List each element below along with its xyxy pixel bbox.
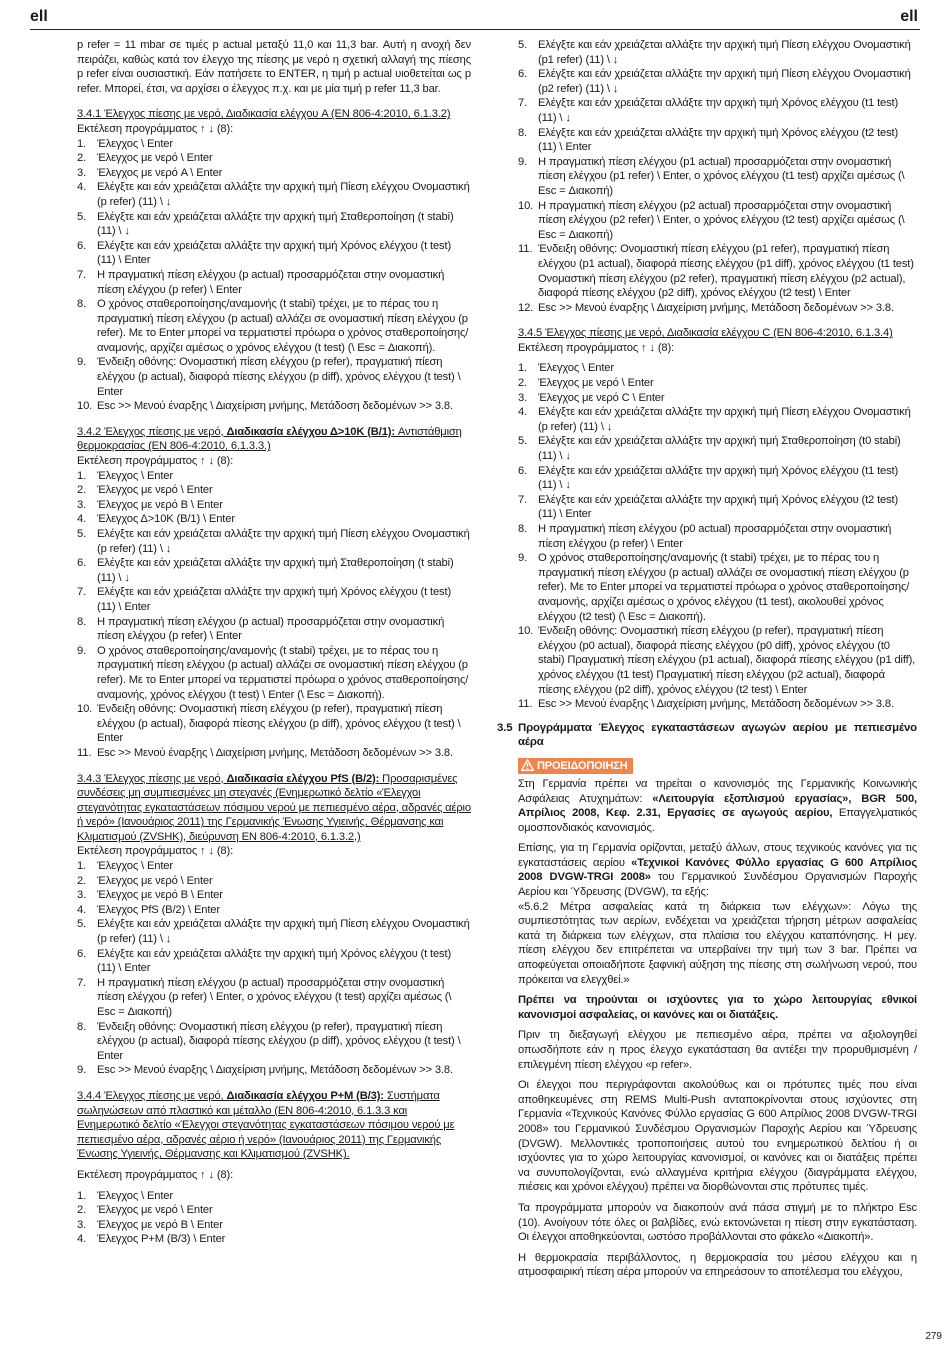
step-item [77, 1020, 471, 1064]
step-item [518, 493, 917, 522]
warning-triangle-icon [521, 759, 534, 771]
step-text: Esc >> Μενού έναρξης \ Διαχείριση μνήμης, Μετάδοση δεδομένων >> 3.8. [538, 301, 894, 314]
section-3-5 [497, 721, 917, 750]
step-text: Ελέγξτε και εάν χρειάζεται αλλάξτε την αρχική τιμή Σταθεροποίηση (t stabi) (11) \ ↓ [97, 557, 454, 584]
page-header [30, 6, 920, 30]
step-text: Η πραγματική πίεση ελέγχου (p actual) προσαρμόζεται στην ονομαστική πίεση ελέγχου (p refer) \ Enter [97, 268, 445, 296]
step-text: Έλεγχος \ Enter [97, 1189, 173, 1202]
step-text: Ο χρόνος σταθεροποίησης/αναμονής (t stabi) τρέχει, με το πέρας του η πραγματική πίεση ελέγχου (p actual) αλλάζει σε ονομαστική πίεση ελέγχου (p refer). Με το Enter μπορεί να τερματιστεί πρόωρα ο χρόνος σταθεροποίησης/αναμονής, αρχίζει αμέσως ο χρόνος ελέγχου (t test) (\ Esc = Διακοπή). [97, 298, 469, 354]
step-item [77, 644, 471, 702]
step-text: Ελέγξτε και εάν χρειάζεται αλλάξτε την αρχική τιμή Πίεση ελέγχου Ονομαστική (p refer) (11) \ ↓ [97, 528, 470, 555]
step-text: Έλεγχος P+M (B/3) \ Enter [97, 1233, 226, 1246]
step-text: Έλεγχος με νερό B \ Enter [97, 498, 223, 511]
step-number: 6. [518, 68, 528, 81]
text-bold-part: «Λειτουργία εξοπλισμού εργασίας», BGR 500, Απρίλιος 2008, Κεφ. 2.31, Εργασίες σε αγωγούς αερίου, [518, 792, 917, 820]
step-item [518, 361, 917, 376]
step-item [77, 469, 471, 484]
step-item [77, 1218, 471, 1233]
text-part: Στη Γερμανία πρέπει να τηρείται ο κανονισμός της Γερμανικής Κοινωνικής Ασφάλειας Ατυχημάτων: [518, 777, 917, 805]
step-text: Ελέγξτε και εάν χρειάζεται αλλάξτε την αρχική τιμή Σταθεροποίηση (t stabi) (11) \ ↓ [97, 210, 454, 238]
step-item [518, 155, 917, 199]
step-number: 7. [77, 586, 87, 599]
section-3-4-3-heading [77, 772, 471, 845]
step-number: 2. [77, 1204, 87, 1217]
step-item [518, 96, 917, 125]
step-number: 7. [518, 493, 528, 506]
step-number: 6. [77, 239, 87, 252]
step-number: 8. [77, 298, 87, 311]
step-text: Ένδειξη οθόνης: Ονομαστική πίεση ελέγχου (p1 refer), πραγματική πίεση ελέγχου (p1 actual), διαφορά πίεσης ελέγχου (p1 diff), χρόνος ελέγχου (t1 test) Ονομαστική πίεση ελέγχου (p2 refer), πραγματική πίεση ελέγχου (p2 actual), διαφορά πίεσης ελέγχου (p2 diff), χρόνος ελέγχου (t2 test) \ Enter [538, 243, 914, 300]
heading-bold-part: Διαδικασία ελέγχου P+M (B/3): [226, 1089, 384, 1102]
step-item [77, 947, 471, 976]
step-item [77, 210, 471, 239]
step-number: 3. [77, 1218, 87, 1231]
step-text: Ένδειξη οθόνης: Ονομαστική πίεση ελέγχου (p refer), πραγματική πίεση ελέγχου (p actual), διαφορά πίεσης ελέγχου (p diff), χρόνος ελέγχου (t test) \ Enter [97, 1020, 461, 1062]
step-number: 1. [77, 137, 87, 150]
step-number: 11. [518, 698, 533, 711]
heading-part: 3.4.4 Έλεγχος πίεσης με νερό, [77, 1089, 227, 1102]
step-number: 7. [77, 268, 87, 281]
program-run-label: Εκτέλεση προγράμματος ↑ ↓ (8): [77, 1168, 234, 1181]
steps-list-3-4-5 [518, 361, 917, 711]
step-text: Ελέγξτε και εάν χρειάζεται αλλάξτε την αρχική τιμή Χρόνος ελέγχου (t1 test) (11) \ ↓ [538, 464, 899, 492]
step-item [77, 917, 471, 946]
steps-list-3-4-3 [77, 859, 471, 1078]
step-item [77, 702, 471, 746]
step-item [77, 1203, 471, 1218]
step-item [518, 199, 917, 243]
step-number: 4. [518, 406, 528, 419]
step-item [77, 512, 471, 527]
step-text: Έλεγχος με νερό B \ Enter [97, 889, 223, 902]
section-3-5-title: Προγράμματα Έλεγχος εγκαταστάσεων αγωγών αερίου με πεπιεσμένο αέρα [518, 721, 917, 749]
step-text: Η πραγματική πίεση ελέγχου (p2 actual) προσαρμόζεται στην ονομαστική πίεση ελέγχου (p2 refer) \ Enter, ο χρόνος ελέγχου (t2 test) αρχίζει αμέσως (\ Esc = Διακοπή) [538, 199, 905, 241]
step-number: 5. [77, 528, 87, 540]
step-item [518, 434, 917, 463]
step-number: 7. [518, 97, 528, 110]
step-number: 2. [518, 377, 528, 390]
heading-part: Αντιστάθμιση θερμοκρασίας (EN 806-4:2010, 6.1.3.3.) [77, 425, 462, 453]
step-text: Ελέγξτε και εάν χρειάζεται αλλάξτε την αρχική τιμή Πίεση ελέγχου Ονομαστική (p refer) (11) \ ↓ [97, 181, 470, 208]
heading-part: 3.4.2 Έλεγχος πίεσης με νερό, [77, 425, 227, 438]
step-text: Έλεγχος PfS (B/2) \ Enter [97, 903, 220, 916]
step-number: 9. [77, 356, 87, 369]
step-number: 2. [77, 484, 87, 497]
heading-part: 3.4.3 Έλεγχος πίεσης με νερό, [77, 772, 227, 785]
step-number: 12. [518, 301, 534, 314]
step-text: Ελέγξτε και εάν χρειάζεται αλλάξτε την αρχική τιμή Χρόνος ελέγχου (t1 test) (11) \ ↓ [538, 97, 899, 124]
step-text: Ελέγξτε και εάν χρειάζεται αλλάξτε την αρχική τιμή Χρόνος ελέγχου (t test) (11) \ Enter [97, 239, 452, 267]
step-number: 4. [77, 903, 87, 916]
steps-list-3-4-4 [77, 1189, 471, 1247]
step-number: 6. [518, 464, 528, 477]
section-3-4-4-heading [77, 1089, 471, 1162]
warning-badge [518, 758, 633, 774]
intro-paragraph: p refer = 11 mbar σε τιμές p actual μεταξύ 11,0 και 11,3 bar. Αυτή η ανοχή δεν πειράζει, καθώς κατά τον έλεγχο της πίεσης με νερό η σχετική αλλαγή της πίεσης p refer είναι ουσιαστική. Εάν πατήσετε το ENTER, η τιμή p actual υιοθετείται ως p refer. Μπορεί, έτσι, να αρχίσει ο έλεγχος π.χ. και με μία τιμή p refer 11,3 bar. [77, 39, 471, 95]
step-text: Ελέγξτε και εάν χρειάζεται αλλάξτε την αρχική τιμή Χρόνος ελέγχου (t2 test) (11) \ Enter [538, 126, 899, 154]
step-number: 6. [77, 557, 87, 570]
left-column [77, 38, 471, 1247]
step-number: 10. [518, 625, 534, 638]
step-text: Έλεγχος με νερό C \ Enter [538, 391, 665, 404]
step-number: 11. [518, 243, 533, 256]
step-item [77, 1232, 471, 1247]
paragraph-ambient-temperature: Η θερμοκρασία περιβάλλοντος, η θερμοκρασία του μέσου ελέγχου και η ατμοσφαιρική πίεση αέρα μπορούν να επηρεάσουν το αποτέλεσμα του ελέγχου, [518, 1251, 917, 1279]
right-column [497, 38, 917, 1280]
text-part: του Γερμανικού Συνδέσμου Οργανισμών Παροχής Αερίου και Ύδρευσης (DVGW), τα εξής: [518, 871, 917, 899]
step-item [77, 556, 471, 585]
step-item [77, 297, 471, 355]
step-item [77, 527, 471, 556]
step-number: 5. [77, 210, 87, 223]
step-text: Έλεγχος \ Enter [97, 469, 173, 482]
steps-list-3-4-1 [77, 137, 471, 414]
language-code-left: ell [30, 8, 48, 25]
step-text: Έλεγχος με νερό \ Enter [538, 377, 654, 390]
program-run-label: Εκτέλεση προγράμματος ↑ ↓ (8): [77, 845, 234, 858]
step-text: Ελέγξτε και εάν χρειάζεται αλλάξτε την αρχική τιμή Χρόνος ελέγχου (t test) (11) \ Enter [97, 947, 452, 975]
step-number: 5. [518, 435, 528, 448]
step-text: Η πραγματική πίεση ελέγχου (p0 actual) προσαρμόζεται στην ονομαστική πίεση ελέγχου (p refer) \ Enter [538, 523, 892, 550]
text-bold-part: «Τεχνικοί Κανόνες Φύλλο εργασίας G 600 Απρίλιος 2008 DVGW-TRGI 2008» [518, 856, 917, 884]
step-number: 8. [518, 126, 528, 139]
program-run-label: Εκτέλεση προγράμματος ↑ ↓ (8): [518, 341, 675, 354]
step-text: Η πραγματική πίεση ελέγχου (p1 actual) προσαρμόζεται στην ονομαστική πίεση ελέγχου (p1 refer) \ Enter, ο χρόνος ελέγχου (t1 test) αρχίζει αμέσως (\ Esc = Διακοπή) [538, 155, 905, 197]
step-text: Έλεγχος με νερό \ Enter [97, 874, 213, 887]
step-item [77, 1189, 471, 1204]
step-number: 11. [77, 746, 92, 759]
step-number: 1. [77, 860, 87, 873]
step-item [77, 1063, 471, 1078]
step-number: 5. [518, 39, 528, 51]
paragraph-safety-quote: «5.6.2 Μέτρα ασφαλείας κατά τη διάρκεια των ελέγχων»: Λόγω της συμπιεστότητας των αερίων, ενδέχεται να χρειάζεται τήρηση μέτρων ασφαλείας κατά τη διάρκεια των ελέγχων, στα πλαίσια του ελέγχου καταπόνησης. Η μεγ. πίεση ελέγχου δεν επιτρέπεται να υπερβαίνει την τιμή των 3 bar. Πρέπει να αποφεύγεται οποιαδήποτε ξαφνική αύξηση της πίεσης στη σωλήνωση νερού, που πρόκειται να ελεγχθεί.» [518, 900, 917, 986]
step-text: Έλεγχος με νερό \ Enter [97, 1204, 213, 1217]
step-number: 4. [77, 1233, 87, 1246]
step-text: Η πραγματική πίεση ελέγχου (p actual) προσαρμόζεται στην ονομαστική πίεση ελέγχου (p refer) \ Enter, ο χρόνος ελέγχου (t test) αρχίζει αμέσως (\ Esc = Διακοπή) [97, 976, 452, 1018]
step-text: Ο χρόνος σταθεροποίησης/αναμονής (t stabi) τρέχει, με το πέρας του η πραγματική πίεση ελέγχου (p actual) αλλάζει σε ονομαστική πίεση ελέγχου (p refer). Με το Enter μπορεί να τερματιστεί πρόωρα ο χρόνος σταθεροποίησης/αναμονής, χρόνος ελέγχου (t test) \ Enter (\ Esc = Διακοπή). [97, 644, 469, 701]
step-number: 1. [77, 469, 87, 482]
step-text: Ένδειξη οθόνης: Ονομαστική πίεση ελέγχου (p refer), πραγματική πίεση ελέγχου (p actual), διαφορά πίεσης ελέγχου (p diff), χρόνος ελέγχου (t test) \ Enter [97, 703, 461, 745]
step-item [518, 522, 917, 551]
step-number: 8. [518, 523, 528, 535]
step-item [518, 551, 917, 624]
step-text: Ελέγξτε και εάν χρειάζεται αλλάξτε την αρχική τιμή Χρόνος ελέγχου (t test) (11) \ Enter [97, 586, 452, 613]
step-text: Ελέγξτε και εάν χρειάζεται αλλάξτε την αρχική τιμή Πίεση ελέγχου Ονομαστική (p refer) (11) \ ↓ [97, 918, 470, 946]
section-3-4-5-heading: 3.4.5 Έλεγχος πίεσης με νερό, Διαδικασία ελέγχου C (EN 806-4:2010, 6.1.3.4) [518, 327, 893, 340]
step-text: Έλεγχος με νερό A \ Enter [97, 166, 223, 179]
step-item [77, 399, 471, 414]
language-code-right: ell [900, 8, 918, 25]
step-item [77, 859, 471, 874]
step-number: 8. [77, 615, 87, 628]
step-item [77, 166, 471, 181]
step-item [77, 151, 471, 166]
steps-list-3-4-2 [77, 469, 471, 761]
step-number: 3. [77, 889, 87, 902]
heading-part: Προσαρισμένες συνδέσεις μη συμπιεσμένες μη στεγανές (Ενημερωτικό δελτίο «Έλεγχοι στεγανότητας εγκαταστάσεων πόσιμου νερού με πεπιεσμένο αέρα, αδρανές αέριο ή νερό» (Ιανουάριος 2011) της Γερμανικής Ένωσης Υγιεινής, Θέρμανσης και Κλιματισμού (ZVSHK), διεύρυνση EN 806-4:2010, 6.1.3.2,) [77, 772, 471, 843]
step-text: Ελέγξτε και εάν χρειάζεται αλλάξτε την αρχική τιμή Πίεση ελέγχου Ονομαστική (p1 refer) (11) \ ↓ [538, 39, 911, 66]
step-number: 8. [77, 1020, 87, 1033]
step-item [518, 67, 917, 96]
step-text: Ένδειξη οθόνης: Ονομαστική πίεση ελέγχου (p refer), πραγματική πίεση ελέγχου (p actual), διαφορά πίεσης ελέγχου (p diff), χρόνος ελέγχου (t test) \ Enter [97, 356, 461, 398]
step-number: 7. [77, 976, 87, 989]
step-item [77, 137, 471, 152]
step-item [77, 615, 471, 644]
step-number: 2. [77, 874, 87, 887]
step-number: 3. [77, 498, 87, 511]
step-item [77, 483, 471, 498]
step-item [77, 976, 471, 1020]
step-number: 10. [77, 400, 93, 413]
program-run-label: Εκτέλεση προγράμματος ↑ ↓ (8): [77, 122, 234, 135]
step-number: 9. [77, 1064, 87, 1077]
step-number: 3. [518, 391, 528, 404]
step-number: 4. [77, 513, 87, 526]
step-text: Ελέγξτε και εάν χρειάζεται αλλάξτε την αρχική τιμή Πίεση ελέγχου Ονομαστική (p refer) (11) \ ↓ [538, 406, 911, 433]
section-3-5-number: 3.5 [497, 721, 513, 734]
page-number: 279 [925, 1331, 942, 1342]
step-number: 1. [518, 362, 528, 375]
step-item [518, 405, 917, 434]
paragraph-national-rules: Πρέπει να τηρούνται οι ισχύοντες για το χώρο λειτουργίας εθνικοί κανονισμοί ασφαλείας, οι κανόνες και οι διατάξεις. [518, 994, 917, 1021]
text-part: Επίσης, για τη Γερμανία ορίζονται, μεταξύ άλλων, στους τεχνικούς κανόνες για τις εγκαταστάσεις αερίου [518, 842, 917, 869]
step-item [77, 498, 471, 513]
step-text: Esc >> Μενού έναρξης \ Διαχείριση μνήμης, Μετάδοση δεδομένων >> 3.8. [97, 746, 453, 759]
step-item [518, 464, 917, 493]
step-number: 9. [77, 644, 87, 657]
step-text: Esc >> Μενού έναρξης \ Διαχείριση μνήμης, Μετάδοση δεδομένων >> 3.8. [97, 1064, 453, 1077]
step-text: Έλεγχος με νερό B \ Enter [97, 1218, 223, 1231]
program-run-label: Εκτέλεση προγράμματος ↑ ↓ (8): [77, 455, 234, 468]
step-number: 3. [77, 166, 87, 179]
step-text: Έλεγχος Δ>10K (B/1) \ Enter [97, 513, 235, 526]
step-text: Έλεγχος \ Enter [97, 137, 173, 150]
step-number: 10. [77, 703, 93, 716]
step-text: Έλεγχος \ Enter [97, 860, 173, 873]
step-text: Έλεγχος με νερό \ Enter [97, 152, 213, 165]
step-item [77, 874, 471, 889]
step-text: Ο χρόνος σταθεροποίησης/αναμονής (t stabi) τρέχει, με το πέρας του η πραγματική πίεση ελέγχου (p actual) αλλάζει σε ονομαστική πίεση ελέγχου (p refer). Με το Enter μπορεί να τερματιστεί πρόωρα ο χρόνος σταθεροποίησης/αναμονής, αρχίζει αμέσως ο χρόνος ελέγχου (t1 test), ακολουθεί χρόνος ελέγχου (t2 test) (\ Esc = Διακοπή). [538, 552, 910, 623]
step-number: 5. [77, 918, 87, 931]
step-number: 9. [518, 552, 528, 565]
step-number: 10. [518, 199, 534, 212]
step-item [77, 888, 471, 903]
step-text: Έλεγχος \ Enter [538, 362, 614, 375]
step-number: 9. [518, 155, 528, 168]
step-item [518, 301, 917, 316]
step-item [77, 585, 471, 614]
heading-part: Συστήματα σωληνώσεων από πλαστικό και μέταλλο (EN 806-4:2010, 6.1.3.3 και Ενημερωτικό δελτίο «Έλεγχοι στεγανότητας εγκαταστάσεων πόσιμου νερού με πεπιεσμένο αέρα, αδρανές αέριο ή νερό» (Ιανουάριος 2011) της Γερμανικής Ένωσης Υγιεινής, Θέρμανσης και Κλιματισμού (ZVSHK). [77, 1089, 455, 1161]
step-text: Esc >> Μενού έναρξης \ Διαχείριση μνήμης, Μετάδοση δεδομένων >> 3.8. [538, 698, 894, 711]
paragraph-dvgw-rules [518, 841, 917, 899]
step-number: 2. [77, 152, 87, 165]
heading-bold-part: Διαδικασία ελέγχου Δ>10K (B/1): [226, 425, 395, 438]
step-text: Ελέγξτε και εάν χρειάζεται αλλάξτε την αρχική τιμή Σταθεροποίηση (t0 stabi) (11) \ ↓ [538, 435, 901, 463]
step-item [77, 746, 471, 761]
step-item [77, 268, 471, 297]
paragraph-assess-pressure: Πριν τη διεξαγωγή ελέγχου με πεπιεσμένο αέρα, πρέπει να αξιολογηθεί οπωσδήποτε εάν η προς έλεγχο εγκατάσταση θα αντέξει την προρυθμισμένη / επιλεγμένη πίεση ελέγχου «p refer». [518, 1029, 917, 1071]
step-text: Ελέγξτε και εάν χρειάζεται αλλάξτε την αρχική τιμή Πίεση ελέγχου Ονομαστική (p2 refer) (11) \ ↓ [538, 68, 911, 95]
step-item [518, 697, 917, 712]
text-part: Επαγγελματικός ομοσπονδιακός κανονισμός. [518, 807, 917, 834]
step-item [518, 391, 917, 406]
step-text: Esc >> Μενού έναρξης \ Διαχείριση μνήμης, Μετάδοση δεδομένων >> 3.8. [97, 400, 453, 413]
step-text: Ένδειξη οθόνης: Ονομαστική πίεση ελέγχου (p refer), πραγματική πίεση ελέγχου (p0 actual), διαφορά πίεσης ελέγχου (p0 diff), χρόνος ελέγχου (t0 stabi) Πραγματική πίεση ελέγχου (p1 actual), διαφορά πίεσης ελέγχου (p1 diff), χρόνος ελέγχου (t1 test) Πραγματική πίεση ελέγχου (p2 actual), διαφορά πίεσης ελέγχου (p2 diff), χρόνος ελέγχου (t2 test) \ Enter [538, 625, 916, 696]
step-number: 1. [77, 1189, 87, 1202]
step-item [518, 624, 917, 697]
warning-label: ΠΡΟΕΙΔΟΠΟΙΗΣΗ [537, 759, 628, 772]
section-3-4-2-heading [77, 425, 471, 454]
heading-bold-part: Διαδικασία ελέγχου PfS (B/2): [226, 772, 380, 785]
step-number: 4. [77, 181, 87, 194]
steps-list-3-4-4-continued [518, 38, 917, 315]
step-number: 6. [77, 947, 87, 960]
step-item [518, 126, 917, 155]
step-item [77, 180, 471, 209]
step-item [77, 239, 471, 268]
step-item [518, 38, 917, 67]
section-3-4-1-heading: 3.4.1 Έλεγχος πίεσης με νερό, Διαδικασία ελέγχου A (EN 806-4:2010, 6.1.3.2) [77, 108, 451, 121]
step-text: Η πραγματική πίεση ελέγχου (p actual) προσαρμόζεται στην ονομαστική πίεση ελέγχου (p refer) \ Enter [97, 615, 445, 643]
step-text: Έλεγχος με νερό \ Enter [97, 484, 213, 497]
step-item [518, 242, 917, 300]
paragraph-regulation-de [518, 777, 917, 835]
step-text: Ελέγξτε και εάν χρειάζεται αλλάξτε την αρχική τιμή Χρόνος ελέγχου (t2 test) (11) \ Enter [538, 493, 899, 521]
step-item [518, 376, 917, 391]
paragraph-standard-values: Οι έλεγχοι που περιγράφονται ακολούθως και οι πρότυπες τιμές που είναι αποθηκευμένες στη REMS Multi-Push ανταποκρίνονται στους ισχύοντες στη Γερμανία «Τεχνικούς Κανόνες Φύλλο εργασίας G 600 Απρίλιος 2008 DVGW-TRGI 2008» του Γερμανικού Συνδέσμου Οργανισμών Παροχής Αερίου και Ύδρευσης (DVGW). Μελλοντικές τροποποιήσεις αυτού του ενημερωτικού δελτίου ή οι ισχύοντες για το χώρο λειτουργίας κανονισμοί, οι κανόνες και οι διατάξεις πρέπει να συνυπολογίζονται, ενώ αλλαγμένα κριτήρια ελέγχου (διαγράμματα ελέγχου, πιέσεις και χρόνοι ελέγχου) πρέπει να διορθώνονται στις πρότυπες τιμές. [518, 1079, 917, 1194]
step-item [77, 355, 471, 399]
step-item [77, 903, 471, 918]
paragraph-esc-abort: Τα προγράμματα μπορούν να διακοπούν ανά πάσα στιγμή με το πλήκτρο Esc (10). Ανοίγουν τότε όλες οι βαλβίδες, ενώ εκτονώνεται η πίεση στην εγκατάσταση. Οι έλεγχοι αποθηκεύονται, ωστόσο προβάλλονται στο φάκελο «Διακοπή». [518, 1201, 917, 1244]
